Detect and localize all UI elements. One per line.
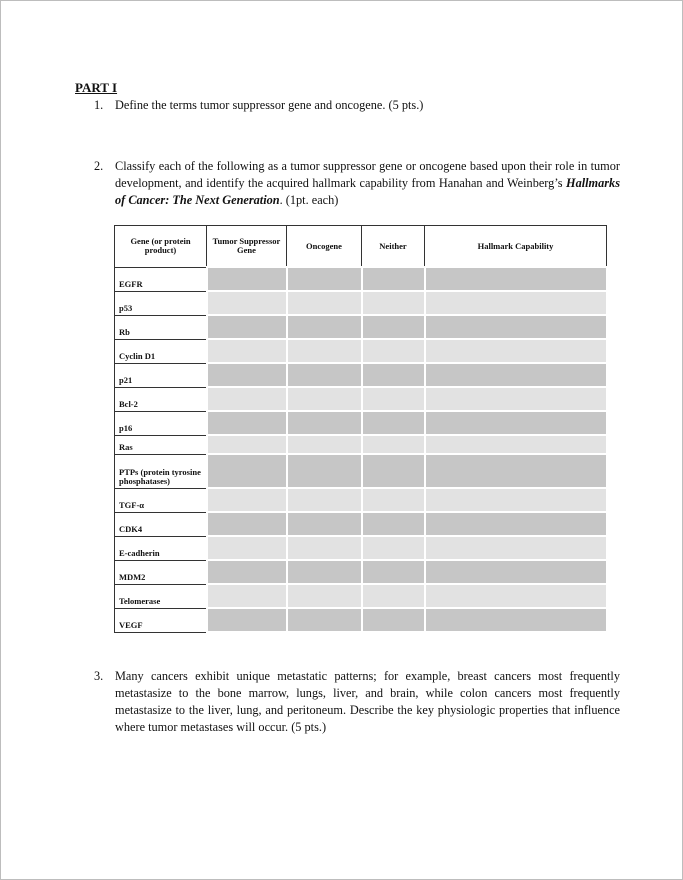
- question-2-text-after: . (1pt. each): [279, 193, 339, 207]
- gene-name-cell: PTPs (protein tyrosine phosphatases): [115, 454, 207, 488]
- oncogene-answer-cell[interactable]: [287, 454, 362, 488]
- question-2-text: [115, 158, 620, 209]
- hallmark-answer-cell[interactable]: [425, 536, 607, 560]
- header-hallmark: Hallmark Capability: [425, 226, 607, 268]
- table-row: [115, 291, 607, 315]
- gene-name-cell: CDK4: [115, 512, 207, 536]
- gene-name-cell: E-cadherin: [115, 536, 207, 560]
- table-row: [115, 411, 607, 435]
- oncogene-answer-cell[interactable]: [287, 536, 362, 560]
- neither-answer-cell[interactable]: [362, 339, 425, 363]
- table-row: [115, 315, 607, 339]
- question-1-text: Define the terms tumor suppressor gene and oncogene. (5 pts.): [115, 98, 424, 112]
- header-gene: Gene (or protein product): [115, 226, 207, 268]
- gene-name-cell: MDM2: [115, 560, 207, 584]
- oncogene-answer-cell[interactable]: [287, 291, 362, 315]
- table-row: [115, 560, 607, 584]
- gene-name-cell: Bcl-2: [115, 387, 207, 411]
- table-row: [115, 512, 607, 536]
- hallmark-answer-cell[interactable]: [425, 435, 607, 454]
- header-neither: Neither: [362, 226, 425, 268]
- table-row: [115, 363, 607, 387]
- hallmark-answer-cell[interactable]: [425, 512, 607, 536]
- neither-answer-cell[interactable]: [362, 315, 425, 339]
- hallmark-answer-cell[interactable]: [425, 315, 607, 339]
- question-2-book-title: Hallmarks of Cancer: The Next Generation: [115, 176, 620, 207]
- tumor-suppressor-answer-cell[interactable]: [207, 536, 287, 560]
- hallmark-answer-cell[interactable]: [425, 608, 607, 632]
- oncogene-answer-cell[interactable]: [287, 315, 362, 339]
- oncogene-answer-cell[interactable]: [287, 339, 362, 363]
- hallmark-answer-cell[interactable]: [425, 454, 607, 488]
- question-2-number: 2.: [94, 159, 104, 173]
- neither-answer-cell[interactable]: [362, 560, 425, 584]
- question-2-text-before: Classify each of the following as a tumor suppressor gene or oncogene based upon their role in tumor development, and identify the acquired hallmark capability from Hanahan and Weinberg’s: [115, 159, 620, 190]
- neither-answer-cell[interactable]: [362, 435, 425, 454]
- gene-name-cell: p21: [115, 363, 207, 387]
- neither-answer-cell[interactable]: [362, 291, 425, 315]
- header-oncogene: Oncogene: [287, 226, 362, 268]
- table-row: [115, 584, 607, 608]
- table-row: [115, 454, 607, 488]
- gene-name-cell: VEGF: [115, 608, 207, 632]
- neither-answer-cell[interactable]: [362, 512, 425, 536]
- hallmark-answer-cell[interactable]: [425, 411, 607, 435]
- neither-answer-cell[interactable]: [362, 363, 425, 387]
- tumor-suppressor-answer-cell[interactable]: [207, 488, 287, 512]
- tumor-suppressor-answer-cell[interactable]: [207, 560, 287, 584]
- question-1-number: 1.: [94, 98, 104, 112]
- gene-name-cell: TGF-α: [115, 488, 207, 512]
- neither-answer-cell[interactable]: [362, 584, 425, 608]
- table-row: [115, 608, 607, 632]
- oncogene-answer-cell[interactable]: [287, 488, 362, 512]
- hallmark-answer-cell[interactable]: [425, 560, 607, 584]
- neither-answer-cell[interactable]: [362, 488, 425, 512]
- neither-answer-cell[interactable]: [362, 387, 425, 411]
- table-row: [115, 267, 607, 291]
- hallmark-answer-cell[interactable]: [425, 488, 607, 512]
- tumor-suppressor-answer-cell[interactable]: [207, 608, 287, 632]
- hallmark-answer-cell[interactable]: [425, 387, 607, 411]
- neither-answer-cell[interactable]: [362, 608, 425, 632]
- oncogene-answer-cell[interactable]: [287, 435, 362, 454]
- oncogene-answer-cell[interactable]: [287, 584, 362, 608]
- hallmark-answer-cell[interactable]: [425, 363, 607, 387]
- tumor-suppressor-answer-cell[interactable]: [207, 411, 287, 435]
- gene-name-cell: Telomerase: [115, 584, 207, 608]
- oncogene-answer-cell[interactable]: [287, 560, 362, 584]
- question-3-number: 3.: [94, 669, 104, 683]
- gene-name-cell: EGFR: [115, 267, 207, 291]
- table-row: [115, 387, 607, 411]
- hallmark-answer-cell[interactable]: [425, 267, 607, 291]
- tumor-suppressor-answer-cell[interactable]: [207, 584, 287, 608]
- hallmark-answer-cell[interactable]: [425, 584, 607, 608]
- neither-answer-cell[interactable]: [362, 454, 425, 488]
- table-row: [115, 435, 607, 454]
- tumor-suppressor-answer-cell[interactable]: [207, 454, 287, 488]
- neither-answer-cell[interactable]: [362, 267, 425, 291]
- tumor-suppressor-answer-cell[interactable]: [207, 315, 287, 339]
- gene-name-cell: Rb: [115, 315, 207, 339]
- tumor-suppressor-answer-cell[interactable]: [207, 291, 287, 315]
- table-row: [115, 339, 607, 363]
- hallmark-answer-cell[interactable]: [425, 339, 607, 363]
- table-header-row: [115, 226, 607, 268]
- oncogene-answer-cell[interactable]: [287, 512, 362, 536]
- table-row: [115, 536, 607, 560]
- oncogene-answer-cell[interactable]: [287, 267, 362, 291]
- part-title: PART I: [75, 80, 118, 95]
- header-tumor-suppressor: Tumor Suppressor Gene: [207, 226, 287, 268]
- hallmark-table: [114, 225, 608, 633]
- tumor-suppressor-answer-cell[interactable]: [207, 339, 287, 363]
- oncogene-answer-cell[interactable]: [287, 608, 362, 632]
- tumor-suppressor-answer-cell[interactable]: [207, 267, 287, 291]
- oncogene-answer-cell[interactable]: [287, 387, 362, 411]
- neither-answer-cell[interactable]: [362, 411, 425, 435]
- table-row: [115, 488, 607, 512]
- tumor-suppressor-answer-cell[interactable]: [207, 435, 287, 454]
- question-3-text: Many cancers exhibit unique metastatic patterns; for example, breast cancers most frequently metastasize to the bone marrow, lungs, liver, and brain, while colon cancers most frequently metastasize to the liver, lung, and peritoneum. Describe the key physiologic properties that influence where tumor metastases will occur. (5 pts.): [115, 669, 620, 734]
- oncogene-answer-cell[interactable]: [287, 363, 362, 387]
- neither-answer-cell[interactable]: [362, 536, 425, 560]
- tumor-suppressor-answer-cell[interactable]: [207, 512, 287, 536]
- gene-name-cell: Ras: [115, 435, 207, 454]
- oncogene-answer-cell[interactable]: [287, 411, 362, 435]
- tumor-suppressor-answer-cell[interactable]: [207, 387, 287, 411]
- gene-name-cell: p16: [115, 411, 207, 435]
- gene-name-cell: p53: [115, 291, 207, 315]
- gene-name-cell: Cyclin D1: [115, 339, 207, 363]
- hallmark-answer-cell[interactable]: [425, 291, 607, 315]
- tumor-suppressor-answer-cell[interactable]: [207, 363, 287, 387]
